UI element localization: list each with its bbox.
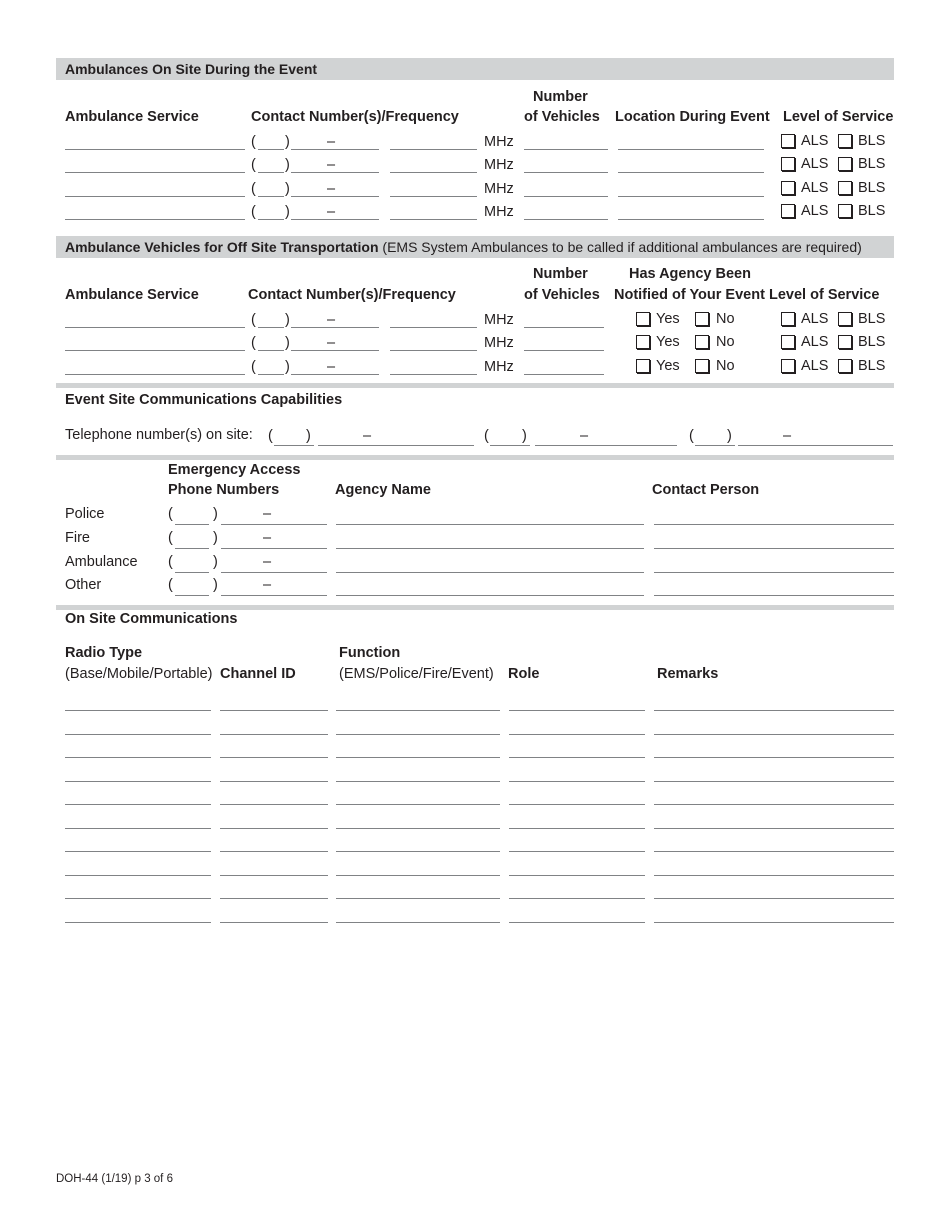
agency-name-field[interactable] [336, 595, 644, 596]
remarks-field[interactable] [654, 875, 894, 876]
number-of-vehicles-field[interactable] [524, 196, 608, 197]
role-field[interactable] [509, 851, 645, 852]
channel-id-field[interactable] [220, 781, 328, 782]
radio-type-field[interactable] [65, 781, 211, 782]
agency-name-field[interactable] [336, 548, 644, 549]
paren-open: ( [251, 359, 256, 375]
paren-open: ( [251, 204, 256, 220]
area-code-line[interactable] [175, 548, 209, 549]
area-code-line[interactable] [175, 524, 209, 525]
agency-type-label: Other [65, 577, 102, 593]
yes-label: Yes [656, 311, 680, 327]
phone-dash: – [783, 428, 792, 444]
section-title: Ambulances On Site During the Event [65, 61, 318, 77]
function-field[interactable] [336, 898, 500, 899]
function-field[interactable] [336, 804, 500, 805]
paren-close: ) [306, 428, 311, 444]
contact-person-field[interactable] [654, 595, 894, 596]
phone-number-line[interactable] [535, 445, 677, 446]
als-label: ALS [801, 156, 829, 172]
paren-open: ( [251, 181, 256, 197]
als-checkbox[interactable] [781, 204, 795, 218]
number-of-vehicles-field[interactable] [524, 219, 608, 220]
channel-id-field[interactable] [220, 734, 328, 735]
frequency-field[interactable] [390, 374, 477, 375]
mhz-label: MHz [484, 157, 514, 173]
notified-yes-checkbox[interactable] [636, 335, 650, 349]
function-field[interactable] [336, 828, 500, 829]
area-code-line[interactable] [695, 445, 735, 446]
bls-checkbox[interactable] [838, 157, 852, 171]
col-level-of-service: Level of Service [783, 109, 894, 125]
area-code-line[interactable] [175, 595, 209, 596]
remarks-field[interactable] [654, 804, 894, 805]
paren-close: ) [285, 335, 290, 351]
remarks-field[interactable] [654, 898, 894, 899]
paren-close: ) [213, 530, 218, 546]
mhz-label: MHz [484, 359, 514, 375]
als-checkbox[interactable] [781, 312, 795, 326]
area-code-line[interactable] [258, 196, 284, 197]
area-code-line[interactable] [274, 445, 314, 446]
contact-person-field[interactable] [654, 572, 894, 573]
section-title-note: (EMS System Ambulances to be called if additional ambulances are required) [378, 239, 862, 255]
radio-type-field[interactable] [65, 851, 211, 852]
agency-name-field[interactable] [336, 572, 644, 573]
frequency-field[interactable] [390, 219, 477, 220]
location-field[interactable] [618, 219, 764, 220]
section-title-onsite-communications: On Site Communications [65, 611, 238, 627]
section-title-communications: Event Site Communications Capabilities [65, 392, 343, 408]
role-field[interactable] [509, 734, 645, 735]
number-of-vehicles-field[interactable] [524, 149, 608, 150]
mhz-label: MHz [484, 335, 514, 351]
section-header-offsite-transport [56, 236, 894, 258]
col-function: Function [339, 645, 401, 661]
form-footer: DOH-44 (1/19) p 3 of 6 [56, 1173, 173, 1185]
role-field[interactable] [509, 828, 645, 829]
agency-type-label: Fire [65, 530, 90, 546]
telephone-label: Telephone number(s) on site: [65, 427, 253, 443]
ambulance-service-field[interactable] [65, 196, 245, 197]
mhz-label: MHz [484, 134, 514, 150]
paren-close: ) [285, 204, 290, 220]
paren-open: ( [251, 134, 256, 150]
function-field[interactable] [336, 710, 500, 711]
radio-type-field[interactable] [65, 734, 211, 735]
paren-close: ) [213, 506, 218, 522]
frequency-field[interactable] [390, 172, 477, 173]
function-field[interactable] [336, 851, 500, 852]
area-code-line[interactable] [258, 374, 284, 375]
no-label: No [716, 311, 735, 327]
paren-close: ) [285, 157, 290, 173]
paren-open: ( [484, 428, 489, 444]
phone-number-line[interactable] [738, 445, 893, 446]
agency-name-field[interactable] [336, 524, 644, 525]
section-title-bold: Ambulance Vehicles for Off Site Transportation [65, 239, 379, 255]
paren-close: ) [285, 312, 290, 328]
ambulance-service-field[interactable] [65, 219, 245, 220]
col-emergency-access-line1: Emergency Access [168, 462, 301, 478]
section-title [65, 239, 862, 255]
als-checkbox[interactable] [781, 359, 795, 373]
frequency-field[interactable] [390, 327, 477, 328]
col-contact-person: Contact Person [652, 482, 760, 498]
bls-checkbox[interactable] [838, 204, 852, 218]
col-radio-type: Radio Type [65, 645, 143, 661]
role-field[interactable] [509, 710, 645, 711]
ambulance-service-field[interactable] [65, 172, 245, 173]
phone-number-line[interactable] [221, 572, 327, 573]
bls-label: BLS [858, 358, 886, 374]
phone-dash: – [327, 312, 336, 328]
channel-id-field[interactable] [220, 851, 328, 852]
paren-open: ( [168, 554, 173, 570]
radio-type-field[interactable] [65, 875, 211, 876]
radio-type-field[interactable] [65, 922, 211, 923]
col-notified-line1: Has Agency Been [629, 266, 751, 282]
paren-open: ( [251, 335, 256, 351]
bls-label: BLS [858, 334, 886, 350]
col-location: Location During Event [615, 109, 770, 125]
area-code-line[interactable] [258, 149, 284, 150]
col-number-line2: of Vehicles [524, 109, 600, 125]
paren-open: ( [251, 312, 256, 328]
col-level-of-service: Level of Service [769, 287, 880, 303]
area-code-line[interactable] [490, 445, 530, 446]
divider [56, 383, 894, 388]
col-number-line1: Number [533, 89, 588, 105]
bls-checkbox[interactable] [838, 335, 852, 349]
location-field[interactable] [618, 172, 764, 173]
frequency-field[interactable] [390, 196, 477, 197]
divider [56, 605, 894, 610]
bls-label: BLS [858, 203, 886, 219]
col-agency-name: Agency Name [335, 482, 431, 498]
paren-close: ) [285, 181, 290, 197]
col-emergency-access-line2: Phone Numbers [168, 482, 280, 498]
paren-open: ( [689, 428, 694, 444]
paren-close: ) [213, 577, 218, 593]
ambulance-service-field[interactable] [65, 374, 245, 375]
channel-id-field[interactable] [220, 710, 328, 711]
radio-type-field[interactable] [65, 828, 211, 829]
col-notified-line2: Notified of Your Event [614, 287, 765, 303]
divider [56, 455, 894, 460]
ambulance-service-field[interactable] [65, 149, 245, 150]
notified-no-checkbox[interactable] [695, 359, 709, 373]
paren-close: ) [727, 428, 732, 444]
mhz-label: MHz [484, 204, 514, 220]
remarks-field[interactable] [654, 710, 894, 711]
phone-dash: – [363, 428, 372, 444]
agency-type-label: Ambulance [65, 554, 138, 570]
radio-type-field[interactable] [65, 757, 211, 758]
als-label: ALS [801, 133, 829, 149]
paren-open: ( [268, 428, 273, 444]
remarks-field[interactable] [654, 781, 894, 782]
phone-number-line[interactable] [318, 445, 474, 446]
phone-dash: – [327, 157, 336, 173]
area-code-line[interactable] [258, 327, 284, 328]
phone-number-line[interactable] [221, 548, 327, 549]
als-label: ALS [801, 203, 829, 219]
als-label: ALS [801, 358, 829, 374]
als-checkbox[interactable] [781, 335, 795, 349]
col-radio-type-note: (Base/Mobile/Portable) [65, 666, 213, 682]
bls-checkbox[interactable] [838, 359, 852, 373]
remarks-field[interactable] [654, 757, 894, 758]
col-contact-frequency: Contact Number(s)/Frequency [248, 287, 456, 303]
als-label: ALS [801, 180, 829, 196]
area-code-line[interactable] [258, 219, 284, 220]
phone-dash: – [327, 134, 336, 150]
phone-number-line[interactable] [221, 595, 327, 596]
phone-dash: – [580, 428, 589, 444]
phone-dash: – [263, 554, 272, 570]
col-number-line2: of Vehicles [524, 287, 600, 303]
paren-open: ( [168, 506, 173, 522]
phone-dash: – [327, 359, 336, 375]
number-of-vehicles-field[interactable] [524, 374, 604, 375]
location-field[interactable] [618, 149, 764, 150]
number-of-vehicles-field[interactable] [524, 172, 608, 173]
channel-id-field[interactable] [220, 804, 328, 805]
als-checkbox[interactable] [781, 181, 795, 195]
remarks-field[interactable] [654, 828, 894, 829]
phone-dash: – [263, 506, 272, 522]
paren-close: ) [522, 428, 527, 444]
notified-yes-checkbox[interactable] [636, 312, 650, 326]
no-label: No [716, 334, 735, 350]
yes-label: Yes [656, 358, 680, 374]
radio-type-field[interactable] [65, 804, 211, 805]
mhz-label: MHz [484, 312, 514, 328]
bls-checkbox[interactable] [838, 134, 852, 148]
role-field[interactable] [509, 781, 645, 782]
function-field[interactable] [336, 734, 500, 735]
notified-no-checkbox[interactable] [695, 335, 709, 349]
phone-dash: – [263, 577, 272, 593]
area-code-line[interactable] [258, 350, 284, 351]
phone-dash: – [327, 335, 336, 351]
bls-label: BLS [858, 133, 886, 149]
paren-close: ) [285, 134, 290, 150]
paren-close: ) [213, 554, 218, 570]
notified-no-checkbox[interactable] [695, 312, 709, 326]
col-number-line1: Number [533, 266, 588, 282]
col-function-note: (EMS/Police/Fire/Event) [339, 666, 494, 682]
channel-id-field[interactable] [220, 922, 328, 923]
channel-id-field[interactable] [220, 875, 328, 876]
phone-dash: – [263, 530, 272, 546]
area-code-line[interactable] [175, 572, 209, 573]
role-field[interactable] [509, 804, 645, 805]
col-channel-id: Channel ID [220, 666, 296, 682]
remarks-field[interactable] [654, 922, 894, 923]
paren-open: ( [251, 157, 256, 173]
bls-label: BLS [858, 180, 886, 196]
frequency-field[interactable] [390, 350, 477, 351]
col-ambulance-service: Ambulance Service [65, 109, 199, 125]
paren-open: ( [168, 577, 173, 593]
function-field[interactable] [336, 922, 500, 923]
remarks-field[interactable] [654, 734, 894, 735]
location-field[interactable] [618, 196, 764, 197]
ambulance-service-field[interactable] [65, 350, 245, 351]
role-field[interactable] [509, 922, 645, 923]
function-field[interactable] [336, 757, 500, 758]
number-of-vehicles-field[interactable] [524, 327, 604, 328]
channel-id-field[interactable] [220, 828, 328, 829]
col-remarks: Remarks [657, 666, 719, 682]
phone-dash: – [327, 204, 336, 220]
radio-type-field[interactable] [65, 898, 211, 899]
als-checkbox[interactable] [781, 157, 795, 171]
bls-label: BLS [858, 156, 886, 172]
yes-label: Yes [656, 334, 680, 350]
agency-type-label: Police [65, 506, 105, 522]
col-role: Role [508, 666, 540, 682]
als-label: ALS [801, 311, 829, 327]
area-code-line[interactable] [258, 172, 284, 173]
no-label: No [716, 358, 735, 374]
channel-id-field[interactable] [220, 757, 328, 758]
role-field[interactable] [509, 875, 645, 876]
col-ambulance-service: Ambulance Service [65, 287, 199, 303]
bls-checkbox[interactable] [838, 312, 852, 326]
bls-checkbox[interactable] [838, 181, 852, 195]
phone-number-line[interactable] [221, 524, 327, 525]
col-contact-frequency: Contact Number(s)/Frequency [251, 109, 459, 125]
number-of-vehicles-field[interactable] [524, 350, 604, 351]
channel-id-field[interactable] [220, 898, 328, 899]
ambulance-service-field[interactable] [65, 327, 245, 328]
function-field[interactable] [336, 875, 500, 876]
role-field[interactable] [509, 757, 645, 758]
notified-yes-checkbox[interactable] [636, 359, 650, 373]
remarks-field[interactable] [654, 851, 894, 852]
als-label: ALS [801, 334, 829, 350]
mhz-label: MHz [484, 181, 514, 197]
contact-person-field[interactable] [654, 524, 894, 525]
bls-label: BLS [858, 311, 886, 327]
als-checkbox[interactable] [781, 134, 795, 148]
paren-close: ) [285, 359, 290, 375]
contact-person-field[interactable] [654, 548, 894, 549]
section-header-ambulances-on-site [56, 58, 894, 80]
paren-open: ( [168, 530, 173, 546]
function-field[interactable] [336, 781, 500, 782]
frequency-field[interactable] [390, 149, 477, 150]
radio-type-field[interactable] [65, 710, 211, 711]
phone-dash: – [327, 181, 336, 197]
role-field[interactable] [509, 898, 645, 899]
